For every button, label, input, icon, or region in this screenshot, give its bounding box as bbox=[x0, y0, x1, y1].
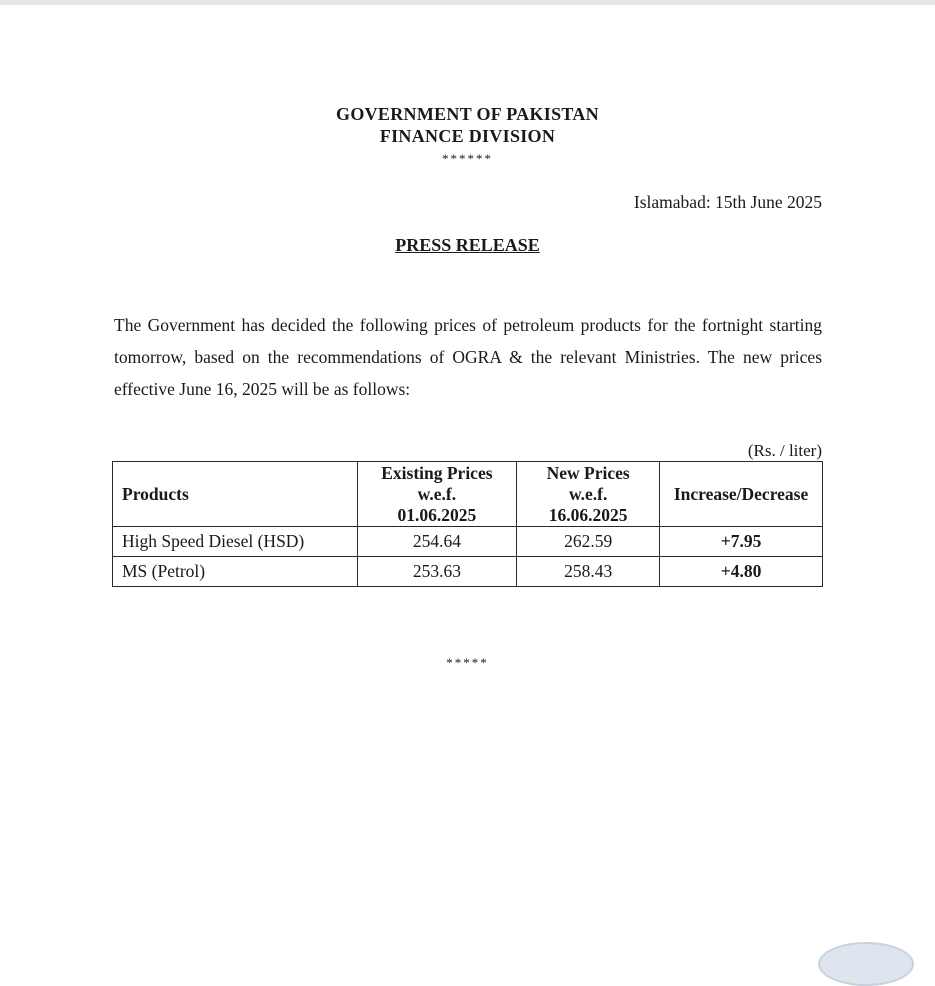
price-table bbox=[112, 461, 823, 587]
body-paragraph: The Government has decided the following prices of petroleum products for the fortnight starting tomorrow, based on the recommendations of OGRA & the relevant Ministries. The new prices effective June 16, 2025 will be as follows: bbox=[114, 315, 822, 399]
header-division: FINANCE DIVISION bbox=[379, 126, 556, 146]
header-existing-line1: Existing Prices bbox=[381, 462, 493, 483]
top-edge-bar bbox=[0, 0, 935, 5]
table-header-row bbox=[113, 462, 823, 527]
header-new-line3: 16.06.2025 bbox=[548, 504, 628, 525]
row-new-price: 258.43 bbox=[517, 557, 660, 587]
header-existing-line3: 01.06.2025 bbox=[397, 504, 477, 525]
row-change: +7.95 bbox=[660, 527, 823, 557]
header-change: Increase/Decrease bbox=[660, 462, 823, 527]
header-existing-prices bbox=[357, 462, 517, 527]
page-title: PRESS RELEASE bbox=[395, 235, 540, 255]
header-new-line1: New Prices bbox=[546, 462, 630, 483]
dateline: Islamabad: 15th June 2025 bbox=[633, 192, 822, 212]
header-new-line2: w.e.f. bbox=[568, 483, 608, 504]
header-new-prices bbox=[517, 462, 660, 527]
row-product: High Speed Diesel (HSD) bbox=[113, 527, 358, 557]
row-change: +4.80 bbox=[660, 557, 823, 587]
row-existing-price: 253.63 bbox=[357, 557, 517, 587]
table-row bbox=[113, 557, 823, 587]
row-new-price: 262.59 bbox=[517, 527, 660, 557]
header-government: GOVERNMENT OF PAKISTAN bbox=[336, 104, 599, 124]
header-existing-line2: w.e.f. bbox=[417, 483, 457, 504]
price-unit: (Rs. / liter) bbox=[747, 441, 822, 460]
table-row bbox=[113, 527, 823, 557]
floating-overlay-button[interactable] bbox=[818, 942, 914, 986]
header-stars: ****** bbox=[442, 151, 493, 166]
footer-stars: ***** bbox=[446, 655, 489, 670]
row-product: MS (Petrol) bbox=[113, 557, 358, 587]
row-existing-price: 254.64 bbox=[357, 527, 517, 557]
header-products: Products bbox=[113, 462, 358, 527]
